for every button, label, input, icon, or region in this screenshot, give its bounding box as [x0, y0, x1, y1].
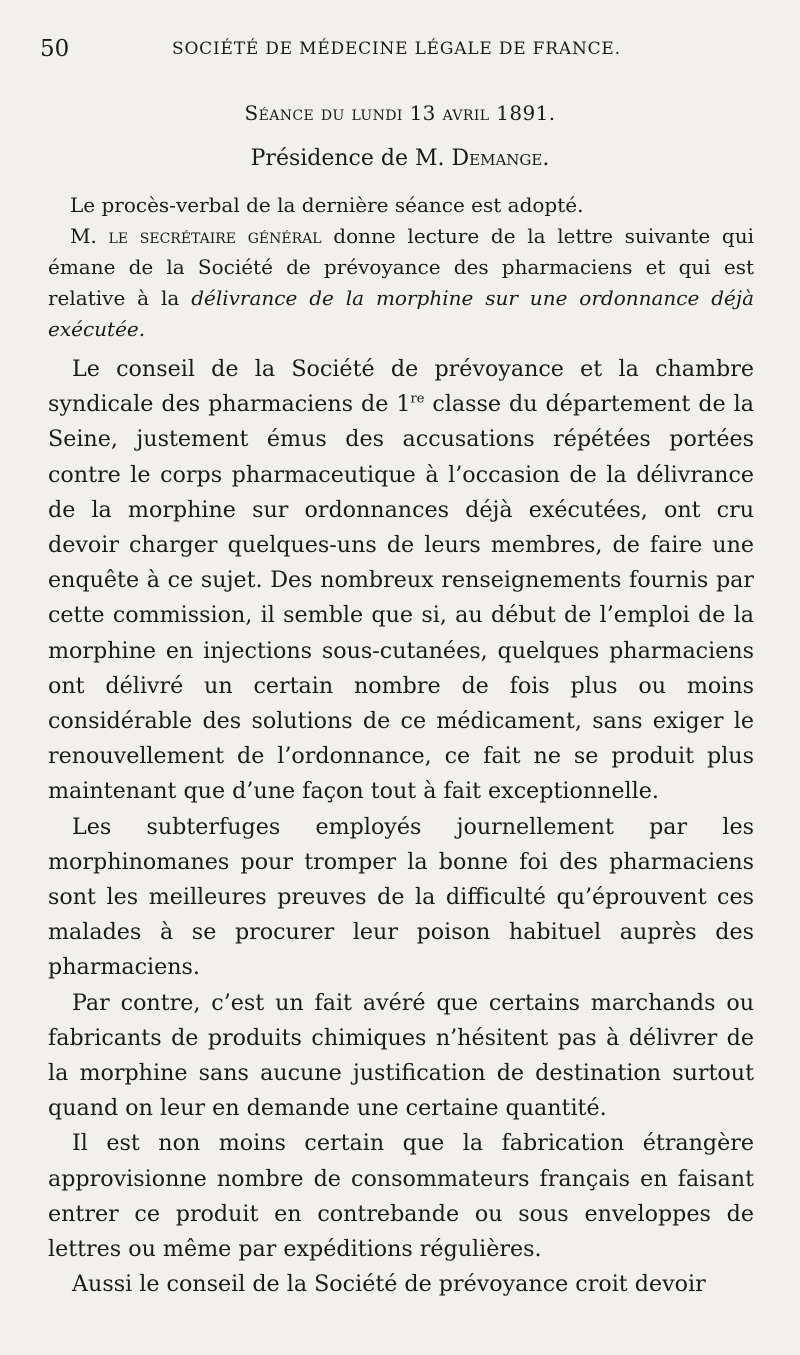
letter-paragraph-5: Aussi le conseil de la Société de prévoyance croit devoir	[72, 1271, 706, 1298]
running-head: SOCIÉTÉ DE MÉDECINE LÉGALE DE FRANCE.	[172, 39, 621, 59]
secretary-speaker: M. le secrétaire général	[70, 224, 322, 248]
letter-subject: délivrance de la morphine sur une ordonnance déjà exécutée.	[48, 286, 754, 341]
letter-paragraph-3: Par contre, c’est un fait avéré que certains marchands ou fabricants de produits chimiques n’hésitent pas à délivrer de la morphine sans aucune justification de destination surtout quand on leur en demande une certaine quantité.	[48, 989, 754, 1122]
secretary-text: donne lecture de la lettre suivante qui émane de la Société de prévoyance des pharmaciens et qui est relative à la	[48, 224, 754, 310]
president-name: Demange.	[451, 146, 550, 171]
session-heading	[0, 101, 800, 125]
letter-p1-start: Le conseil de la Société de prévoyance et la chambre syndicale des pharmaciens de 1	[48, 356, 754, 418]
page-header	[40, 36, 754, 66]
letter-paragraph-2: Les subterfuges employés journellement par les morphinomanes pour tromper la bonne foi des pharmaciens sont les meilleures preuves de la difficulté qu’éprouvent ces malades à se procurer leur poison habituel auprès des pharmaciens.	[48, 813, 754, 981]
letter-body	[48, 352, 754, 1302]
secretary-paragraph	[48, 221, 754, 345]
letter-paragraph-4: Il est non moins certain que la fabrication étrangère approvisionne nombre de consommateurs français en faisant entrer ce produit en contrebande ou sous enveloppes de lettres ou même par expéditions régulières.	[48, 1130, 754, 1263]
letter-p1-superscript: re	[410, 391, 425, 407]
letter-p1-rest: classe du département de la Seine, justement émus des accusations répétées portées contre le corps pharmaceutique à l’occasion de la délivrance de la morphine sur ordonnances déjà exécutées, ont cru devoir charger quelques-uns de leurs membres, de faire une enquête à ce sujet. Des nombreux renseignements fournis par cette commission, il semble que si, au début de l’emploi de la morphine en injections sous-cutanées, quelques pharmaciens ont délivré un certain nombre de fois plus ou moins considérable des solutions de ce médicament, sans exiger le renouvellement de l’ordonnance, ce fait ne se produit plus maintenant que d’une façon tout à fait exceptionnelle.	[48, 391, 754, 805]
session-day: 13	[409, 101, 436, 125]
minutes-block	[48, 190, 754, 345]
minutes-paragraph: Le procès-verbal de la dernière séance est adopté.	[70, 193, 584, 217]
session-year: 1891.	[496, 101, 556, 125]
page-number: 50	[40, 36, 70, 62]
presidence-line	[0, 146, 800, 171]
session-label-lundi: lundi	[351, 101, 403, 125]
session-label-avril: avril	[442, 101, 490, 125]
presidence-prefix: Présidence de M.	[250, 146, 445, 171]
letter-paragraph-1	[48, 352, 754, 810]
session-label-seance: Séance	[244, 101, 315, 125]
session-label-du: du	[320, 101, 345, 125]
